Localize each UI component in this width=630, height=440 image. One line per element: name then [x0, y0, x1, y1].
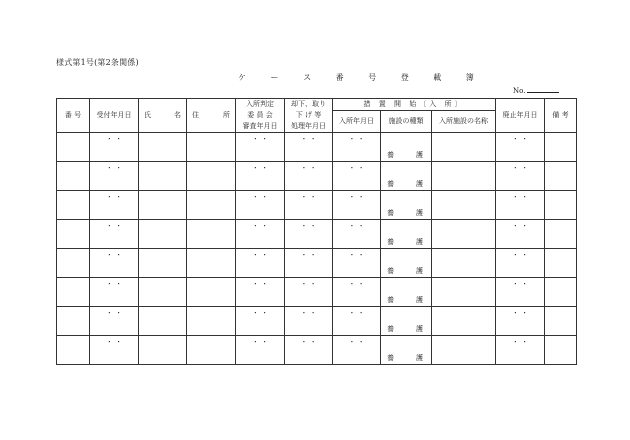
table-cell[interactable] — [545, 249, 577, 278]
table-cell[interactable] — [285, 307, 333, 336]
header-remarks: 備 考 — [545, 99, 577, 133]
table-row — [57, 220, 577, 249]
table-cell[interactable] — [57, 336, 90, 365]
table-row — [57, 191, 577, 220]
table-cell[interactable] — [90, 162, 139, 191]
table-cell[interactable] — [545, 307, 577, 336]
care-label: 養 護 — [387, 180, 423, 188]
table-cell[interactable] — [285, 162, 333, 191]
table-cell[interactable] — [139, 249, 187, 278]
table-cell[interactable] — [381, 278, 432, 307]
table-cell[interactable] — [432, 220, 496, 249]
table-cell[interactable] — [496, 278, 545, 307]
table-cell[interactable] — [381, 162, 432, 191]
header-withdraw-date: 却下、取り 下 げ 等 処理年月日 — [285, 99, 333, 133]
table-cell[interactable] — [90, 220, 139, 249]
table-row — [57, 336, 577, 365]
header-abolish-date: 廃止年月日 — [496, 99, 545, 133]
table-cell[interactable] — [496, 191, 545, 220]
date-dots: ・ ・ — [300, 222, 317, 230]
table-cell[interactable] — [496, 336, 545, 365]
table-cell[interactable] — [187, 307, 236, 336]
table-cell[interactable] — [333, 162, 381, 191]
table-row — [57, 133, 577, 162]
date-dots: ・ ・ — [511, 193, 529, 201]
table-cell[interactable] — [57, 249, 90, 278]
date-dots: ・ ・ — [511, 280, 529, 288]
table-cell[interactable] — [139, 162, 187, 191]
table-cell[interactable] — [57, 220, 90, 249]
table-cell[interactable] — [236, 278, 285, 307]
table-cell[interactable] — [545, 133, 577, 162]
date-dots: ・ ・ — [105, 251, 123, 259]
table-cell[interactable] — [381, 307, 432, 336]
care-label: 養 護 — [387, 238, 423, 246]
date-dots: ・ ・ — [251, 222, 269, 230]
date-dots: ・ ・ — [511, 164, 529, 172]
page-title: ケ ー ス 番 号 登 載 簿 — [238, 73, 485, 82]
header-name: 氏 名 — [139, 99, 187, 133]
date-dots: ・ ・ — [511, 251, 529, 259]
form-identifier: 様式第1号(第2条関係) — [56, 58, 139, 67]
table-cell[interactable] — [57, 307, 90, 336]
table-cell[interactable] — [57, 133, 90, 162]
header-facility-name: 入所施設の名称 — [432, 111, 496, 133]
date-dots: ・ ・ — [251, 338, 269, 346]
date-dots: ・ ・ — [300, 338, 317, 346]
table-cell[interactable] — [236, 162, 285, 191]
table-cell[interactable] — [139, 278, 187, 307]
table-cell[interactable] — [90, 336, 139, 365]
date-dots: ・ ・ — [105, 135, 123, 143]
table-cell[interactable] — [236, 133, 285, 162]
table-cell[interactable] — [187, 162, 236, 191]
table-cell[interactable] — [285, 278, 333, 307]
header-admit-date: 入所年月日 — [333, 111, 381, 133]
care-label: 養 護 — [387, 209, 423, 217]
table-row — [57, 307, 577, 336]
table-cell[interactable] — [139, 220, 187, 249]
table-cell[interactable] — [285, 191, 333, 220]
table-cell[interactable] — [381, 336, 432, 365]
table-cell[interactable] — [187, 220, 236, 249]
table-cell[interactable] — [333, 191, 381, 220]
care-label: 養 護 — [387, 325, 423, 333]
table-cell[interactable] — [496, 249, 545, 278]
table-cell[interactable] — [545, 220, 577, 249]
table-row — [57, 278, 577, 307]
date-dots: ・ ・ — [300, 309, 317, 317]
date-dots: ・ ・ — [348, 193, 365, 201]
header-address: 住 所 — [187, 99, 236, 133]
table-cell[interactable] — [139, 336, 187, 365]
date-dots: ・ ・ — [348, 280, 365, 288]
date-dots: ・ ・ — [511, 222, 529, 230]
number-field[interactable] — [513, 85, 559, 95]
table-cell[interactable] — [187, 249, 236, 278]
table-cell[interactable] — [187, 133, 236, 162]
table-cell[interactable] — [545, 278, 577, 307]
case-register-table — [56, 98, 577, 365]
date-dots: ・ ・ — [348, 309, 365, 317]
table-cell[interactable] — [545, 336, 577, 365]
date-dots: ・ ・ — [105, 193, 123, 201]
table-cell[interactable] — [90, 278, 139, 307]
table-cell[interactable] — [333, 336, 381, 365]
table-cell[interactable] — [139, 191, 187, 220]
table-cell[interactable] — [333, 278, 381, 307]
table-cell[interactable] — [90, 307, 139, 336]
date-dots: ・ ・ — [251, 135, 269, 143]
table-row — [57, 162, 577, 191]
number-blank[interactable] — [527, 85, 559, 93]
table-cell[interactable] — [236, 249, 285, 278]
table-cell[interactable] — [90, 133, 139, 162]
table-cell[interactable] — [236, 307, 285, 336]
date-dots: ・ ・ — [348, 135, 365, 143]
table-cell[interactable] — [139, 307, 187, 336]
care-label: 養 護 — [387, 354, 423, 362]
table-cell[interactable] — [381, 133, 432, 162]
care-label: 養 護 — [387, 296, 423, 304]
table-cell[interactable] — [432, 336, 496, 365]
table-cell[interactable] — [285, 133, 333, 162]
date-dots: ・ ・ — [105, 280, 123, 288]
table-cell[interactable] — [432, 133, 496, 162]
date-dots: ・ ・ — [105, 222, 123, 230]
table-cell[interactable] — [545, 191, 577, 220]
date-dots: ・ ・ — [348, 338, 365, 346]
table-cell[interactable] — [57, 278, 90, 307]
table-row — [57, 249, 577, 278]
table-cell[interactable] — [90, 191, 139, 220]
date-dots: ・ ・ — [348, 222, 365, 230]
table-cell[interactable] — [333, 220, 381, 249]
date-dots: ・ ・ — [300, 193, 317, 201]
header-received-date: 受付年月日 — [90, 99, 139, 133]
care-label: 養 護 — [387, 267, 423, 275]
table-cell[interactable] — [496, 220, 545, 249]
table-cell[interactable] — [496, 133, 545, 162]
date-dots: ・ ・ — [300, 251, 317, 259]
table-cell[interactable] — [432, 191, 496, 220]
table-cell[interactable] — [187, 191, 236, 220]
header-facility-type: 施設の種類 — [381, 111, 432, 133]
date-dots: ・ ・ — [511, 309, 529, 317]
date-dots: ・ ・ — [105, 309, 123, 317]
date-dots: ・ ・ — [348, 251, 365, 259]
table-cell[interactable] — [236, 220, 285, 249]
table-cell[interactable] — [57, 191, 90, 220]
table-cell[interactable] — [90, 249, 139, 278]
date-dots: ・ ・ — [251, 280, 269, 288]
table-cell[interactable] — [236, 191, 285, 220]
date-dots: ・ ・ — [300, 135, 317, 143]
table-cell[interactable] — [432, 307, 496, 336]
table-cell[interactable] — [285, 249, 333, 278]
table-cell[interactable] — [333, 249, 381, 278]
table-cell[interactable] — [285, 220, 333, 249]
table-cell[interactable] — [432, 162, 496, 191]
date-dots: ・ ・ — [511, 338, 529, 346]
header-measure-group: 措 置 開 始〔入 所〕 — [333, 99, 496, 111]
date-dots: ・ ・ — [251, 251, 269, 259]
date-dots: ・ ・ — [300, 164, 317, 172]
table-cell[interactable] — [187, 336, 236, 365]
table-cell[interactable] — [496, 162, 545, 191]
date-dots: ・ ・ — [105, 164, 123, 172]
table-cell[interactable] — [139, 133, 187, 162]
header-number: 番 号 — [57, 99, 90, 133]
table-cell[interactable] — [333, 307, 381, 336]
date-dots: ・ ・ — [511, 135, 529, 143]
table-cell[interactable] — [496, 307, 545, 336]
table-cell[interactable] — [285, 336, 333, 365]
table-cell[interactable] — [381, 220, 432, 249]
table-cell[interactable] — [333, 133, 381, 162]
table-cell[interactable] — [432, 278, 496, 307]
table-cell[interactable] — [432, 249, 496, 278]
table-cell[interactable] — [236, 336, 285, 365]
number-label: No. — [513, 87, 526, 95]
care-label: 養 護 — [387, 151, 423, 159]
table-cell[interactable] — [57, 162, 90, 191]
table-cell[interactable] — [381, 191, 432, 220]
date-dots: ・ ・ — [105, 338, 123, 346]
date-dots: ・ ・ — [251, 193, 269, 201]
date-dots: ・ ・ — [251, 309, 269, 317]
date-dots: ・ ・ — [251, 164, 269, 172]
table-cell[interactable] — [545, 162, 577, 191]
header-committee-date: 入所判定 委 員 会 審査年月日 — [236, 99, 285, 133]
table-cell[interactable] — [381, 249, 432, 278]
date-dots: ・ ・ — [300, 280, 317, 288]
date-dots: ・ ・ — [348, 164, 365, 172]
table-cell[interactable] — [187, 278, 236, 307]
